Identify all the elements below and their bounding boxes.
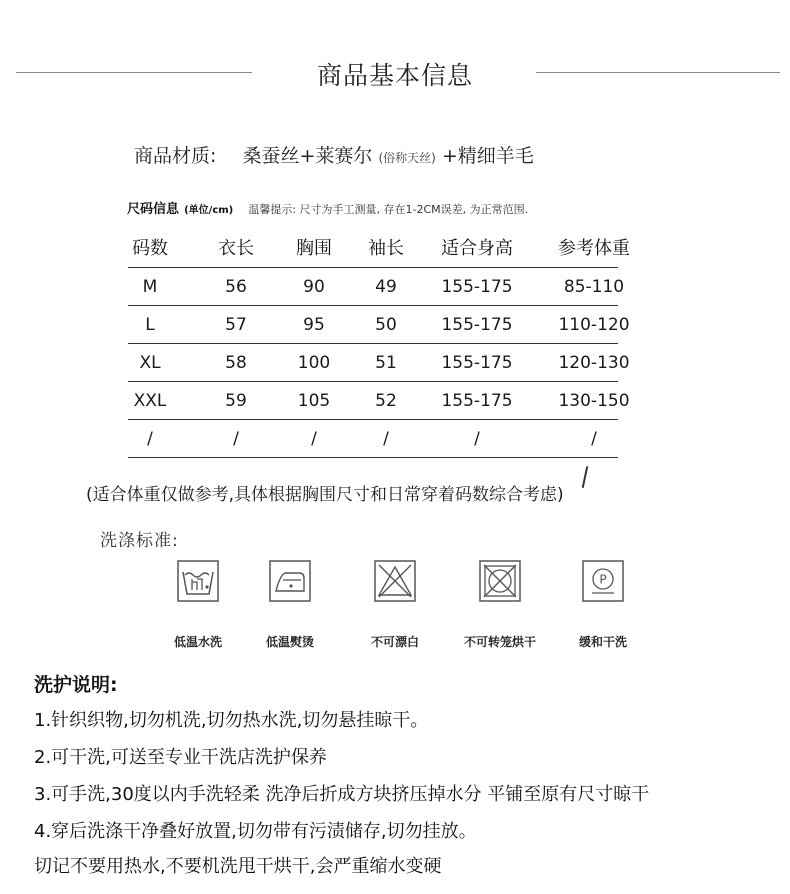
stray-slash-mark xyxy=(582,466,588,488)
material-value-end: +精细羊毛 xyxy=(441,145,534,167)
weight-note: (适合体重仅做参考,具体根据胸围尺寸和日常穿着码数综合考虑) xyxy=(86,485,564,505)
care-line: 4.穿后洗涤干净叠好放置,切勿带有污渍储存,切勿挂放。 xyxy=(34,821,477,842)
table-cell: 90 xyxy=(303,277,325,297)
table-row xyxy=(128,344,630,382)
table-cell: XXL xyxy=(133,391,167,411)
table-cell: M xyxy=(142,277,158,297)
care-line: 3.可手洗,30度以内手洗轻柔 洗净后折成方块挤压掉水分 平铺至原有尺寸晾干 xyxy=(34,784,650,805)
material-line xyxy=(134,141,534,168)
table-cell: 57 xyxy=(225,315,247,335)
washing-title: 洗涤标准: xyxy=(100,531,179,551)
page-title: 商品基本信息 xyxy=(316,61,473,90)
table-cell: / xyxy=(311,429,317,449)
table-header-row xyxy=(128,230,630,268)
size-info-unit: (单位/cm) xyxy=(184,205,234,216)
material-value-small: (俗称天丝) xyxy=(378,151,436,165)
table-cell: 51 xyxy=(375,353,397,373)
size-table xyxy=(128,230,630,458)
table-cell: / xyxy=(591,429,597,449)
table-row xyxy=(128,420,618,458)
low-temp-iron-icon xyxy=(269,560,311,602)
table-row xyxy=(128,306,630,344)
size-info-heading xyxy=(127,198,528,217)
gentle-dry-clean-label: 缓和干洗 xyxy=(578,635,627,649)
table-cell: 52 xyxy=(375,391,397,411)
care-line: 1.针织织物,切勿机洗,切勿热水洗,切勿悬挂晾干。 xyxy=(34,710,429,731)
low-temp-wash-label: 低温水洗 xyxy=(173,635,222,649)
size-info-title: 尺码信息 xyxy=(127,202,180,217)
table-cell: 130-150 xyxy=(558,391,630,411)
table-cell: / xyxy=(233,429,239,449)
table-cell: 155-175 xyxy=(441,353,513,373)
table-cell: 120-130 xyxy=(558,353,630,373)
table-cell: 105 xyxy=(297,391,331,411)
care-line: 2.可干洗,可送至专业干洗店洗护保养 xyxy=(34,747,327,768)
no-bleach-label: 不可漂白 xyxy=(370,635,419,649)
table-row xyxy=(128,382,630,420)
table-cell: 59 xyxy=(225,391,247,411)
table-cell: 49 xyxy=(375,277,397,297)
svg-text:P: P xyxy=(599,572,607,587)
table-cell: L xyxy=(145,315,155,335)
table-cell: 85-110 xyxy=(563,277,625,297)
table-cell: 56 xyxy=(225,277,247,297)
table-cell: / xyxy=(383,429,389,449)
table-cell: 50 xyxy=(375,315,397,335)
material-value-main: 桑蚕丝+莱赛尔 xyxy=(242,145,373,167)
table-cell: 58 xyxy=(225,353,247,373)
table-cell: XL xyxy=(139,353,161,373)
table-cell: 110-120 xyxy=(558,315,630,335)
table-cell: 155-175 xyxy=(441,277,513,297)
table-header-cell: 胸围 xyxy=(296,238,332,259)
no-tumble-dry-label: 不可转笼烘干 xyxy=(463,635,536,649)
table-cell: 95 xyxy=(303,315,325,335)
care-line: 切记不要用热水,不要机洗甩干烘干,会严重缩水变硬 xyxy=(34,856,442,877)
table-cell: / xyxy=(474,429,480,449)
no-bleach-icon xyxy=(374,560,416,602)
low-temp-iron-label: 低温熨烫 xyxy=(265,635,314,649)
table-header-cell: 袖长 xyxy=(368,238,404,259)
table-cell: / xyxy=(147,429,153,449)
table-row xyxy=(128,268,625,306)
table-header-cell: 适合身高 xyxy=(441,238,513,259)
table-header-cell: 衣长 xyxy=(218,238,254,259)
table-cell: 155-175 xyxy=(441,391,513,411)
low-temp-wash-icon xyxy=(177,560,219,602)
table-header-cell: 参考体重 xyxy=(558,238,630,259)
size-info-tip: 温馨提示: 尺寸为手工测量, 存在1-2CM误差, 为正常范围. xyxy=(248,203,529,216)
table-cell: 155-175 xyxy=(441,315,513,335)
care-title: 洗护说明: xyxy=(34,674,118,696)
material-label: 商品材质: xyxy=(134,145,217,167)
table-header-cell: 码数 xyxy=(132,238,168,259)
gentle-dry-clean-icon xyxy=(582,560,624,602)
no-tumble-dry-icon xyxy=(479,560,521,602)
table-cell: 100 xyxy=(297,353,331,373)
